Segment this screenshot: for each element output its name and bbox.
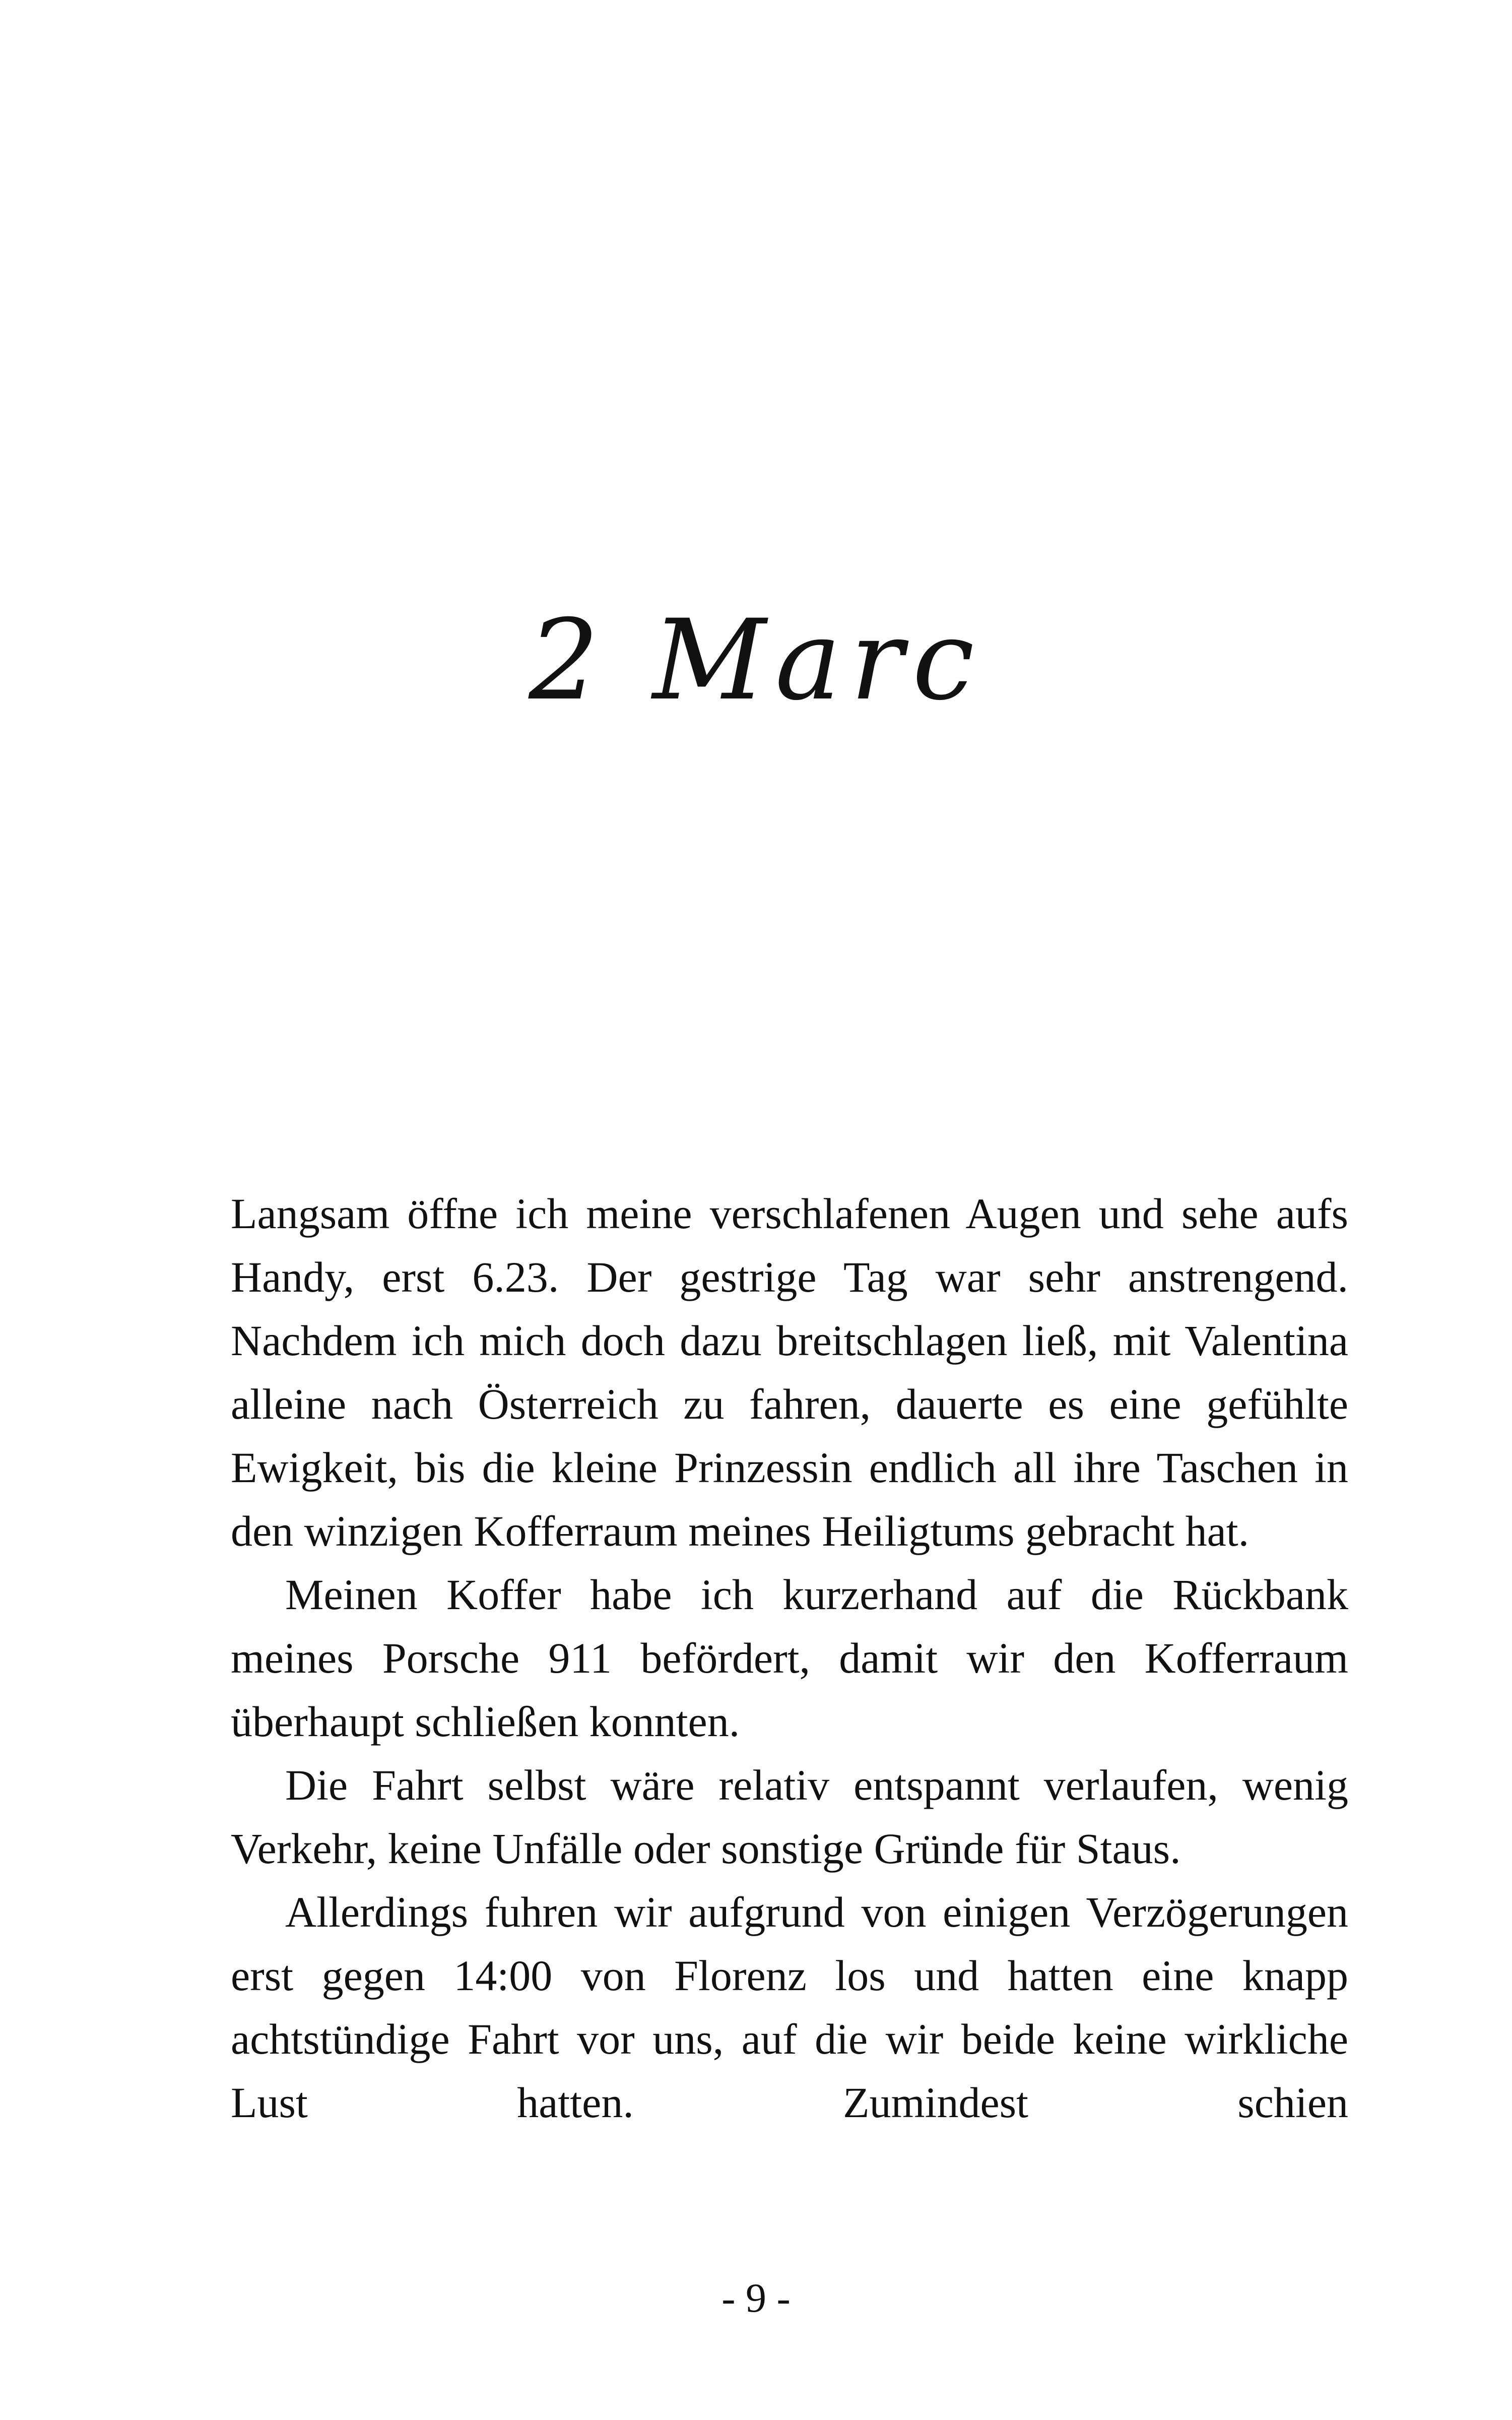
paragraph-4: Allerdings fuhren wir aufgrund von einigen Verzögerungen erst gegen 14:00 von Florenz los und hatten eine knapp achtstündige Fahrt vor uns, auf die wir beide keine wirkliche Lust hatten. Zumindest schien (231, 1888, 1348, 2127)
paragraph-3: Die Fahrt selbst wäre relativ entspannt verlaufen, wenig Verkehr, keine Unfälle oder sonstige Gründe für Staus. (231, 1761, 1348, 1873)
chapter-title: 2 Marc (529, 596, 983, 725)
chapter-body (231, 1182, 1348, 2134)
paragraph-1: Langsam öffne ich meine verschlafenen Augen und sehe aufs Handy, erst 6.23. Der gestrige Tag war sehr anstrengend. Nachdem ich mich doch dazu breitschlagen ließ, mit Valentina alleine nach Österreich zu fahren, dauerte es eine gefühlte Ewigkeit, bis die kleine Prinzessin endlich all ihre Taschen in den winzigen Kofferraum meines Heiligtums gebracht hat. (231, 1189, 1348, 1555)
page-number: - 9 - (721, 2275, 791, 2321)
paragraph-2: Meinen Koffer habe ich kurzerhand auf die Rückbank meines Porsche 911 befördert, damit wir den Kofferraum überhaupt schließen konnten. (231, 1570, 1348, 1746)
